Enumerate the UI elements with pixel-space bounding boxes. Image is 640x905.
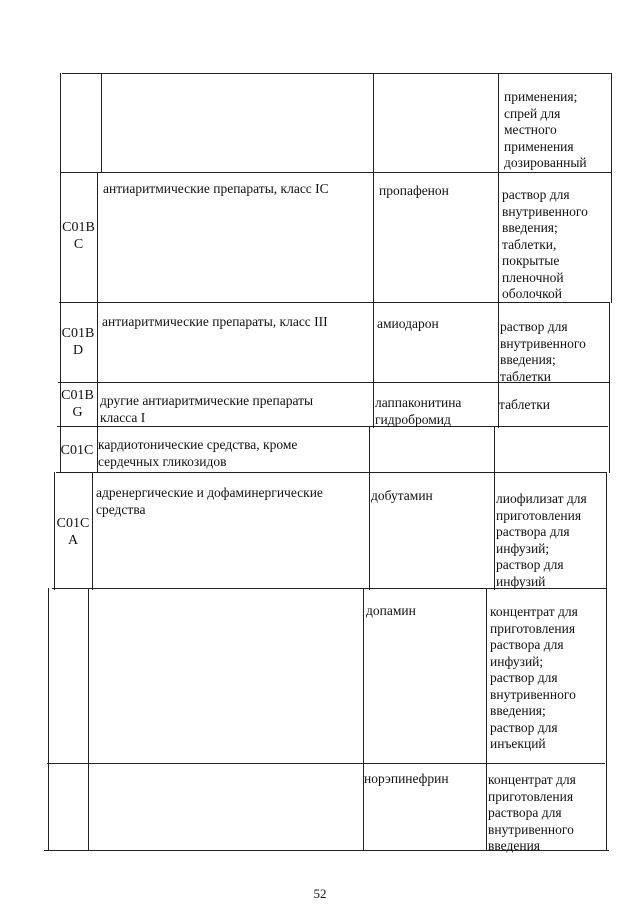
table-top-border (62, 73, 612, 74)
column-divider (97, 172, 98, 473)
table-left-border (48, 588, 49, 851)
drug-name-cell: допамин (366, 603, 416, 618)
row-divider (60, 172, 611, 173)
dosage-form-cell: концентрат для приготовления раствора для внутривенного введения (488, 772, 576, 853)
dosage-form-cell: раствор для внутривенного введения; таблетки (500, 319, 586, 384)
pharm-group-cell: антиаритмические препараты, класс IC (103, 181, 329, 196)
drug-name-cell: пропафенон (379, 183, 449, 198)
atc-code-cell: C01B C (62, 220, 95, 252)
column-divider (88, 588, 89, 851)
dosage-form-cell: концентрат для приготовления раствора для инфузий; раствор для внутривенного введения; раствор для инъекций (490, 604, 578, 751)
column-divider (498, 73, 499, 428)
pharm-group-cell: кардиотонические средства, кроме сердечных гликозидов (98, 437, 298, 469)
column-divider (101, 73, 102, 173)
pharm-group-cell: антиаритмические препараты, класс III (102, 314, 328, 329)
column-divider (363, 588, 364, 851)
column-divider (486, 588, 487, 851)
column-divider (494, 426, 495, 590)
atc-code-cell: C01C (60, 443, 94, 458)
column-divider (373, 73, 374, 428)
dosage-form-cell: таблетки (499, 397, 551, 412)
table-right-border (609, 302, 610, 473)
atc-code-cell: C01C A (56, 516, 90, 548)
page-number: 52 (313, 886, 327, 901)
column-divider (92, 472, 93, 590)
table-right-border (611, 73, 612, 303)
row-divider (47, 763, 605, 764)
drug-name-cell: амиодарон (377, 316, 439, 331)
table-right-border (606, 472, 607, 851)
drug-name-cell: лаппаконитина гидробромид (375, 395, 462, 427)
atc-code-cell: C01B G (61, 388, 94, 420)
column-divider (369, 426, 370, 590)
pharm-group-cell: другие антиаритмические препараты класса I (100, 393, 314, 425)
dosage-form-cell: лиофилизат для приготовления раствора для инфузий; раствор для инфузий (496, 491, 587, 589)
atc-code-cell: C01B D (61, 326, 95, 358)
drug-name-cell: добутамин (371, 488, 433, 503)
pharm-group-cell: адренергические и дофаминергические средства (96, 485, 323, 517)
dosage-form-cell: применения; спрей для местного применения дозированный (504, 89, 587, 170)
dosage-form-cell: раствор для внутривенного введения; таблетки, покрытые пленочной оболочкой (502, 187, 588, 301)
row-divider (57, 426, 608, 427)
row-divider (56, 472, 607, 473)
drug-name-cell: норэпинефрин (364, 771, 449, 786)
